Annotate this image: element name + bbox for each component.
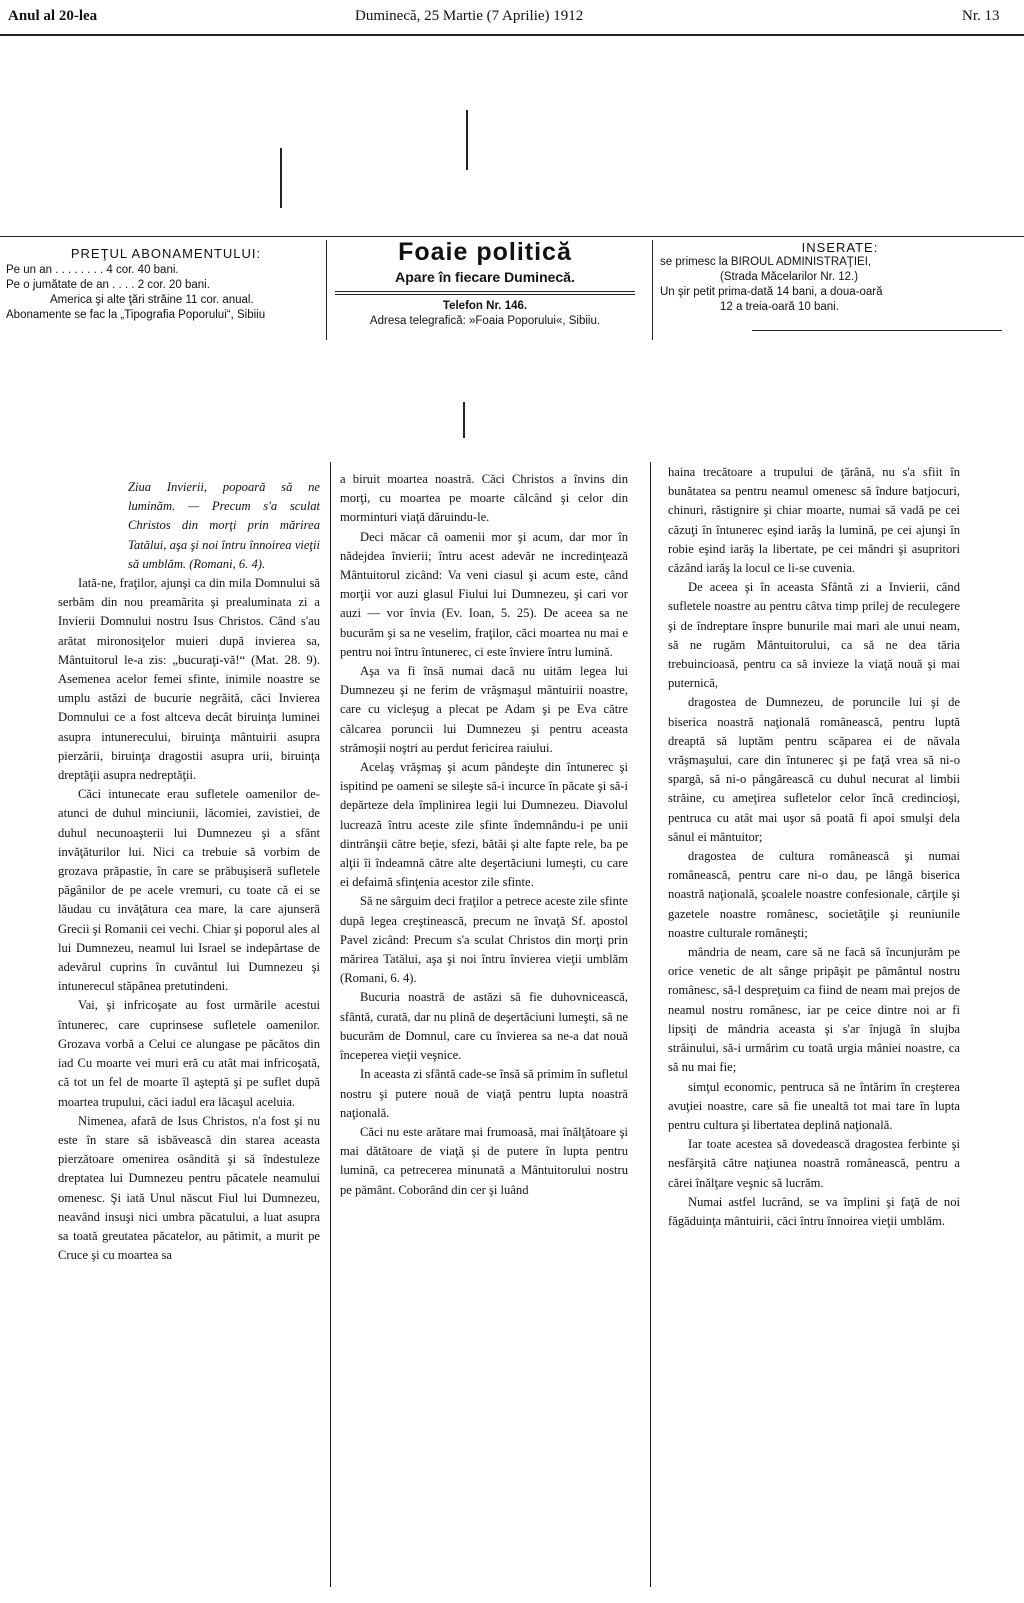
masthead-phone: Telefon Nr. 146.	[442, 300, 528, 312]
article-paragraph: Numai astfel lucrând, se va împlini şi faţă de noi făgăduinţa mântuirii, căci întru înnoirea vieţii umblăm.	[668, 1194, 960, 1228]
separator-mark	[463, 402, 465, 438]
article-column-3	[668, 463, 960, 1231]
band-rule	[0, 236, 1024, 237]
masthead-telegraph: Adresa telegrafică: »Foaia Poporului«, Sibiiu.	[369, 315, 601, 327]
ads-title: INSERATE:	[801, 240, 879, 255]
masthead-mark	[280, 148, 282, 208]
subscription-line: Abonamente se fac la „Tipografia Poporului“, Sibiiu	[6, 309, 266, 321]
masthead-title: Foaie politică	[398, 238, 572, 266]
masthead-rule	[335, 294, 635, 295]
article-paragraph: Căci intunecate erau sufletele oamenilor de-atunci de duhul minciunii, lăcomiei, zavistiei, de duhul necunoaşterii lui Dumnezeu şi a sfânt invăţăturilor lui. Nici ca trebuie să vorbim de grozava prăpastie, în care se prăbuşiseră sufletele păgânilor de pe acele vremuri, cu toate că ei se lăudau cu invăţătura cea mare, la care ajunseră Grecii şi Romanii cei vechi. Chiar şi poporul ales al lui Dumnezeu, neamul lui Israel se indepărtase de adevărul cuprins în cuvântul lui Dumnezeu şi intunerecul stăpânea pretutindeni.	[58, 787, 320, 994]
article-paragraph: In aceasta zi sfântă cade-se însă să primim în sufletul nostru şi putere nouă de viaţă pentru lupta noastră naţională.	[340, 1067, 628, 1120]
article-paragraph: Aşa va fi însă numai dacă nu uităm legea lui Dumnezeu şi ne ferim de vrăşmaşul mântuirii noastre, care cu vicleşug a plecat pe Adam şi pe Eva către călcarea poruncii lui Dumnezeu şi pentru aceasta strămoşii noştri au perdut fericirea raiului.	[340, 664, 628, 755]
ads-rule	[752, 330, 1002, 331]
article-paragraph: Acelaş vrăşmaş şi acum pândeşte din întunerec şi ispitind pe oameni se sileşte să-i incurce în păcate şi să-i depărteze dela împlinirea legii lui Dumnezeu. Diavolul lucrează întru aceste zile sfinte îndemnându-i pe unii dintrânşii către beţie, sfezi, bătăi şi alte fapte rele, ba pe alţii îi îndeamnă către alte deşertăciuni lumeşti, cu care ei defaimă sfinţenia acestor zile sfinte.	[340, 760, 628, 890]
masthead	[335, 238, 635, 329]
subscription-line: America şi alte ţări străine 11 cor. anual.	[50, 294, 254, 306]
masthead-mark	[466, 110, 468, 170]
article-paragraph: Nimenea, afară de Isus Christos, n'a fost şi nu este în stare să isbăvească din starea aceasta pierzătoare omenirea osândită şi să îndestuleze dreptatea lui Dumnezeu pentru păcatele neamului omenesc. Şi iată Unul născut Fiul lui Dumnezeu, neavând insuşi nici umbra păcatului, a luat asupra sa toată greutatea păcatelor, au pătimit, a murit pe Cruce şi cu moartea sa	[58, 1113, 320, 1263]
column-divider	[652, 240, 653, 340]
subscription-title: PREŢUL ABONAMENTULUI:	[70, 246, 262, 261]
article-paragraph: De aceea şi în aceasta Sfântă zi a Invierii, când sufletele noastre au pentru câtva timp prilej de reculegere şi de îndreptare înspre bunurile mai mari ale unui neam, să ne rugăm Mântuitorului, ca să ne dea tăria trebuincioasă, pentru ca să invieze la viaţă nouă şi mai puternică,	[668, 580, 960, 691]
article-paragraph: a biruit moartea noastră. Căci Christos a învins din morţi, cu moartea pe moarte călcând şi celor din morminturi viaţă dăruindu-le.	[340, 472, 628, 525]
article-epigraph: Ziua Invierii, popoară să ne luminăm. — Precum s'a sculat Christos din morţi prin mărirea Tatălui, aşa şi noi întru înnoirea vieţii să umblăm. (Romani, 6. 4).	[128, 480, 320, 571]
subscription-line: Pe o jumătate de an . . . . 2 cor. 20 bani.	[6, 279, 210, 291]
article-paragraph: Iar toate acestea să dovedească dragostea ferbinte şi nesfârşită către naţiunea noastră românească, pentru a cărei înălţare veşnic să lucrăm.	[668, 1137, 960, 1190]
column-divider	[330, 462, 331, 1587]
issue-date: Duminecă, 25 Martie (7 Aprilie) 1912	[355, 8, 584, 24]
article-paragraph: mândria de neam, care să ne facă să încunjurăm pe orice venetic de alt sânge pripăşit pe pământul nostru românesc, să-l despreţuim ca fiind de neam mai prejos de neamul nostru românesc, iar pe ceice dintre noi ar fi lipsiţi de mândria aceasta şi s'ar înjugă în slujba străinului, să-i urmărim cu toată urgia mâniei noastre, ca să nu mai fie;	[668, 945, 960, 1075]
article-paragraph: Vai, şi infricoşate au fost urmările acestui întunerec, care cuprinsese sufletele oamenilor. Grozava vorbă a Celui ce alungase pe păcătos din iad Cu moarte vei muri eră cu atât mai infricoşată, că tot un fel de moarte îl aşteptă şi pe suflet după moartea trupului, căci iadul era lăcaşul aceluia.	[58, 998, 320, 1109]
article-paragraph: Iată-ne, fraţilor, ajunşi ca din mila Domnului să serbăm din nou preamărita şi prealuminata zi a Invierii Domnului nostru Isus Christos. Când s'au arătat mironosiţelor muieri după invierea sa, Mântuitorul le-a zis: „bucuraţi-vă!“ (Mat. 28. 9). Asemenea acelor femei sfinte, inimile noastre se umplu astăzi de bucurie negrăită, căci Invierea Domnului ce a fost altceva decât biruinţa luminei asupra intunerecului, biruinţa mântuirii asupra pierzării, biruinţa dragostii asupra urii, biruinţa dreptăţii asupra nedreptăţii.	[58, 576, 320, 783]
article-paragraph: simţul economic, pentruca să ne întărim în creşterea avuţiei noastre, care să fie unealtă tot mai tare în lupta pentru cultura şi libertatea deplină naţională.	[668, 1079, 960, 1132]
ads-line: se primesc la BIROUL ADMINISTRAŢIEI,	[660, 256, 872, 268]
newspaper-year: Anul al 20-lea	[8, 8, 98, 24]
ads-line: Un şir petit prima-dată 14 bani, a doua-oară	[660, 286, 883, 298]
masthead-subtitle: Apare în fiecare Duminecă.	[395, 269, 575, 285]
column-divider	[326, 240, 327, 340]
article-paragraph: Să ne sârguim deci fraţilor a petrece aceste zile sfinte după legea creştinească, precum ne învaţă Sf. apostol Pavel zicând: Precum s'a sculat Christos din morţi prin mărirea Tatălui, aşa şi noi întru învierea vieţii umblăm (Romani, 6. 4).	[340, 894, 628, 986]
ads-box	[660, 240, 1020, 315]
article-column-1	[58, 478, 320, 1265]
ads-line: (Strada Măcelarilor Nr. 12.)	[720, 271, 859, 283]
ads-line: 12 a treia-oară 10 bani.	[720, 301, 839, 313]
article-paragraph: dragostea de Dumnezeu, de poruncile lui şi de biserica noastră naţională românească, pentru luptă dreaptă să luptăm pentru scăparea ei de năvala vrăşmaşului, care din întunerec şi pe faţă vrea să ni-o spargă, să ni-o pângărească cu duhul necurat al limbii străine, cu ameţirea sufletelor celor încă credincioşi, pentruca cu atât mai uşor să poată fi apoi smulşi dela sânul ei mântuitor;	[668, 695, 960, 844]
header-rule	[0, 34, 1024, 36]
subscription-box	[6, 246, 326, 323]
article-paragraph: dragostea de cultura românească şi numai românească, pentru care ni-o dau, pe lângă biserica noastră naţională, şcoalele noastre confesionale, cărţile şi gazetele noastre românesc, societăţile şi reuniunile noastre culturale româneşti;	[668, 849, 960, 940]
article-paragraph: Bucuria noastră de astăzi să fie duhovnicească, sfântă, curată, dar nu plină de deşertăciuni lumeşti, să ne bucurăm de Domnul, care cu învierea sa ne-a dat nouă începerea vieţii veşnice.	[340, 990, 628, 1063]
article-paragraph: Deci măcar că oamenii mor şi acum, dar mor în nădejdea învierii; întru acest adevăr ne incredinţează Mântuitorul zicând: Va veni ciasul şi acum este, când morţii vor auzi glasul Fiului lui Dumnezeu, şi cari vor auzi — vor învia (Ev. Ioan, 5. 25). De aceea sa ne bucurăm şi sa ne veselim, fraţilor, căci moartea nu mai e pentru noi întru întunerec, ci este înviere întru lumină.	[340, 529, 628, 659]
article-paragraph: Căci nu este arătare mai frumoasă, mai înălţătoare şi mai dătătoare de viaţă şi de putere în lupta pentru lumină, ca petrecerea minunată a Mântuitorului nostru pe pământ. Coborând din cer şi luând	[340, 1124, 628, 1197]
masthead-rule	[335, 291, 635, 292]
article-column-2	[340, 470, 628, 1200]
column-divider	[650, 462, 651, 1587]
subscription-line: Pe un an . . . . . . . . 4 cor. 40 bani.	[6, 264, 179, 276]
issue-number: Nr. 13	[962, 8, 1000, 24]
article-paragraph: haina trecătoare a trupului de ţărână, nu s'a sfiit în bunătatea sa pentru neamul omenesc să îndure batjocuri, chinuri, răstignire şi chiar moarte, numai să vadă pe cei căzuţi în întunerec eşind iarăş la lumină, pe cei ajunşi în robie eşind iarăş la libertate, pe cei mândri şi asupritori căzând iarăş la locul ce li-se cuvenia.	[668, 465, 960, 576]
